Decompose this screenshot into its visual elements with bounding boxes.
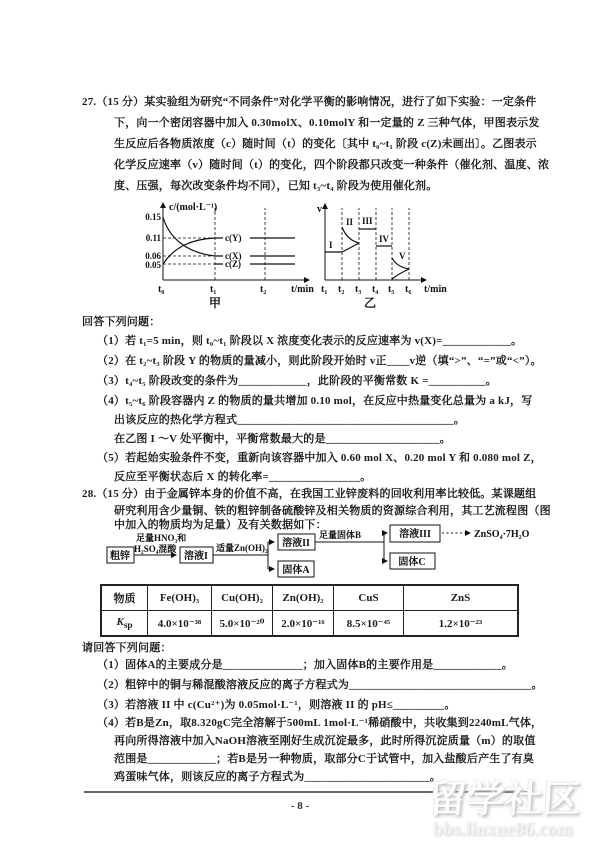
table-ksp-label — [101, 611, 148, 637]
q28-item-3: （3）若溶液 II 中 c(Cu²⁺)为 0.05mol·L⁻¹，则溶液 II 的 pH≤_________。 — [97, 699, 456, 711]
q27-item-5b: 反应至平衡状态后 X 的转化率=________________。 — [114, 471, 372, 483]
ksp-value-cuoh2: 5.0×10⁻²⁰ — [212, 611, 273, 637]
flow-box-solution1-label: 溶液I — [184, 551, 208, 562]
yi-rate-curves — [325, 227, 409, 279]
yi-stage-II: II — [346, 217, 354, 227]
flow-box-solidC-label: 固体C — [398, 557, 426, 568]
ksp-value-cus: 8.5×10⁻⁴⁵ — [334, 611, 404, 637]
page-number: - 8 - — [290, 800, 310, 812]
flow-solidB-label: 足量固体B — [319, 530, 362, 540]
flow-acid-label-1: 足量HNO₃和 — [136, 533, 187, 543]
yi-xtick-t4: t₄ — [372, 284, 379, 295]
q27-item-1: （1）若 t₁=5 min，则 t₀~t₁ 阶段以 X 浓度变化表示的反应速率为 v(X)=____________。 — [97, 335, 523, 347]
watermark — [406, 780, 600, 840]
jia-xtick-t0: t₀ — [158, 284, 165, 295]
q27-line-4: 度、压强，每次改变条件均不同），已知 t₃~t₄ 阶段为使用催化剂。 — [114, 180, 438, 192]
q28-item-4a: （4）若B是Zn，取8.320gC完全溶解于500mL 1mol·L⁻¹稀硝酸中，共收集到2240mL气体， — [97, 717, 543, 729]
q27-item-4b: 出该反应的热化学方程式______________________________________。 — [114, 414, 465, 426]
q28-item-4c: 范围是____________；若B是另一种物质，取部分C于试管中，加入盐酸后产生了有臭 — [114, 753, 535, 765]
flow-product-label: ZnSO₄·7H₂O — [474, 529, 530, 540]
q27-item-4a: （4）t₅~t₆ 阶段容器内 Z 的物质的量共增加 0.10 mol，在反应中热量变化总量为 a kJ，写 — [97, 395, 533, 407]
q28-answer-intro: 请回答下列问题： — [82, 642, 172, 654]
yi-stage-III: III — [362, 216, 373, 226]
jia-ytick-005: 0.05 — [145, 260, 161, 270]
q28-item-2: （2）粗锌中的铜与稀混酸溶液反应的离子方程式为________________________________。 — [97, 679, 543, 691]
jia-ytick-011: 0.11 — [145, 233, 161, 243]
stage5-lower-curve — [392, 269, 409, 279]
table-header-cus: CuS — [334, 585, 404, 611]
watermark-url: bbs.liuxue86.com — [431, 819, 574, 840]
q28-item-1: （1）固体A的主要成分是______________；加入固体B的主要作用是____________。 — [97, 659, 513, 671]
yi-y-axis-label: v — [317, 204, 322, 215]
jia-label-cZ: c(Z) — [225, 259, 241, 269]
ksp-value-zns: 1.2×10⁻²³ — [404, 611, 519, 637]
q27-item-4c: 在乙图 I ～V 处平衡中，平衡常数最大的是____________________。 — [114, 433, 451, 445]
jia-label-cX: c(X) — [225, 251, 242, 261]
q27-item-2: （2）在 t₂~t₃ 阶段 Y 的物质的量减小，则此阶段开始时 v正____v逆（填“>”、“=”或“<”）。 — [97, 355, 542, 367]
jia-ytick-006: 0.06 — [145, 251, 161, 261]
q28-item-4b: 再向所得溶液中加入NaOH溶液至刚好生成沉淀最多，此时所得沉淀质量（m）的取值 — [114, 735, 536, 747]
jia-caption: 甲 — [209, 296, 222, 310]
ksp-value-feoh3: 4.0×10⁻³⁸ — [148, 611, 212, 637]
ksp-value-znoh2: 2.0×10⁻¹⁶ — [273, 611, 334, 637]
flow-box-solution3-label: 溶液III — [399, 529, 431, 540]
jia-ytick-015: 0.15 — [145, 212, 161, 222]
stage2-upper-curve — [342, 227, 359, 243]
q27-line-0: 27.（15 分）某实验组为研究“不同条件”对化学平衡的影响情况，进行了如下实验：一定条件 — [82, 96, 537, 108]
stage2-lower-curve — [342, 243, 359, 252]
yi-xtick-t5: t₅ — [388, 284, 395, 295]
jia-y-axis-label: c/(mol·L⁻¹) — [169, 202, 218, 213]
q28-line-2: 中加入的物质均为足量）及有关数据如下： — [114, 519, 327, 531]
flow-box-solution2-label: 溶液II — [282, 538, 310, 549]
flow-box-solidA-label: 固体A — [282, 565, 310, 576]
table-ksp-row — [101, 611, 518, 637]
yi-caption: 乙 — [364, 296, 377, 310]
q27-line-2: 生反应后各物质浓度（c）随时间（t）的变化〔其中 t₀~t₁ 阶段 c(Z)未画出〕。乙图表示 — [114, 138, 537, 150]
q28-line-0: 28.（15 分）由于金属锌本身的价值不高，在我国工业锌废料的回收利用率比较低。某课题组 — [82, 488, 537, 500]
table-header-row — [101, 585, 518, 611]
yi-xtick-t2: t₂ — [338, 284, 345, 295]
ksp-symbol-sub: sp — [123, 620, 133, 631]
yi-xtick-t3: t₃ — [355, 284, 362, 295]
zinc-process-flow-diagram — [78, 521, 548, 579]
flow-box-crude-zinc-label: 粗锌 — [110, 551, 130, 562]
jia-label-cY: c(Y) — [225, 233, 242, 243]
yi-stage-V: V — [399, 251, 406, 261]
rate-time-graph-yi — [316, 196, 496, 310]
table-header-substance: 物质 — [101, 585, 148, 611]
q28-item-4d: 鸡蛋味气体，则该反应的离子方程式为______________________。 — [114, 771, 441, 783]
yi-axes — [325, 204, 426, 280]
concentration-time-graph-jia — [125, 196, 328, 310]
ksp-symbol-k: K — [116, 615, 124, 628]
flow-znoh2-label: 适量Zn(OH)₂ — [216, 543, 268, 553]
q27-item-5a: （5）若起始实验条件不变，重新向该容器中加入 0.60 mol X、0.20 mol Y 和 0.080 mol Z， — [97, 452, 542, 464]
yi-x-axis-label: t/min — [424, 284, 447, 295]
jia-x-axis-label: t/min — [291, 284, 314, 295]
watermark-title: 留学社区 — [427, 779, 583, 821]
q27-line-1: 下，向一个密闭容器中加入 0.30molX、0.10molY 和一定量的 Z 三种气体，甲图表示发 — [114, 117, 540, 129]
q27-line-3: 化学反应速率（v）随时间（t）的变化，四个阶段都只改变一种条件（催化剂、温度、浓 — [114, 159, 550, 171]
yi-xtick-t1: t₁ — [321, 284, 328, 295]
jia-guide-lines — [163, 208, 265, 280]
q27-item-3: （3）t₄~t₅ 阶段改变的条件为____________，此阶段的平衡常数 K =__________。 — [97, 375, 497, 387]
q28-line-1: 研究利用含少量铜、铁的粗锌制备硫酸锌及相关物质的资源综合利用，其工艺流程图（图 — [114, 505, 551, 517]
q27-answer-intro: 回答下列问题： — [82, 316, 161, 328]
table-header-zns: ZnS — [404, 585, 519, 611]
ksp-table — [100, 584, 519, 637]
flow-acid-label-2: H₂SO₄混酸 — [134, 544, 177, 554]
yi-stage-I: I — [329, 240, 333, 250]
table-header-feoh3: Fe(OH)₃ — [148, 585, 212, 611]
yi-stage-IV: IV — [379, 234, 390, 244]
table-header-znoh2: Zn(OH)₂ — [273, 585, 334, 611]
table-header-cuoh2: Cu(OH)₂ — [212, 585, 273, 611]
jia-xtick-t1: t₁ — [210, 284, 217, 295]
yi-xtick-t6: t₆ — [405, 284, 412, 295]
jia-xtick-t2: t₂ — [260, 284, 267, 295]
